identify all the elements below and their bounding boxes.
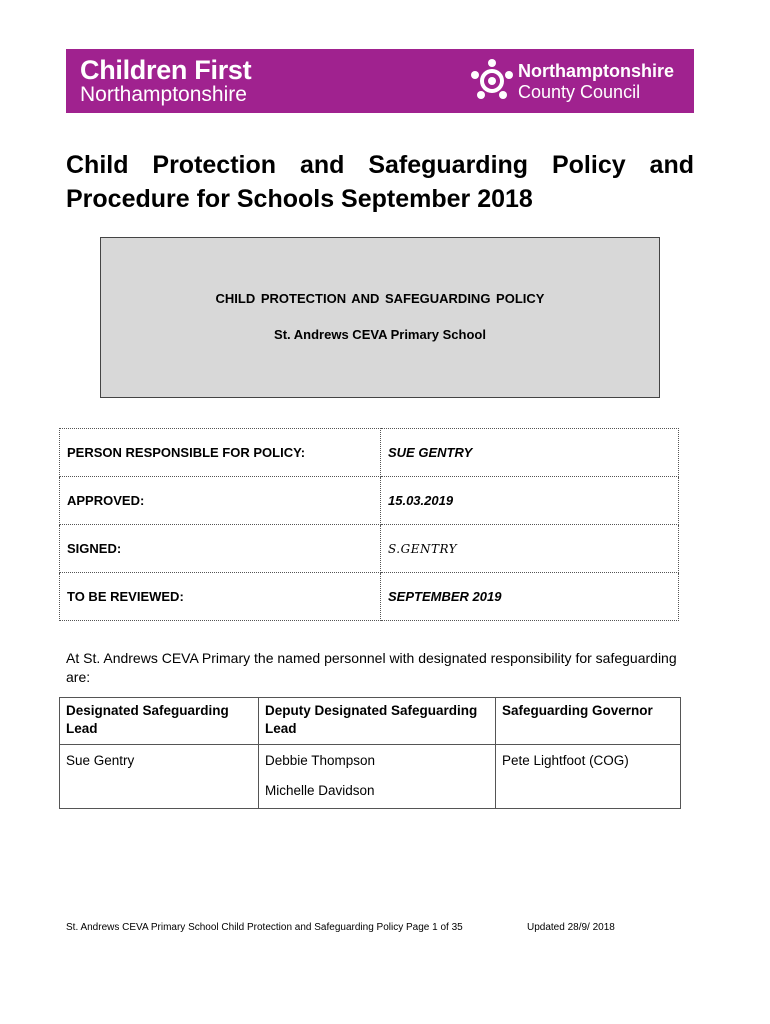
safeguarding-staff-table	[59, 697, 681, 809]
column-header: Deputy Designated Safeguarding Lead	[259, 698, 496, 745]
approved-label: APPROVED:	[60, 477, 381, 525]
responsible-value: SUE GENTRY	[381, 429, 679, 477]
header-banner	[66, 49, 694, 113]
deputy-cell	[259, 745, 496, 809]
table-row	[60, 429, 679, 477]
table-row	[60, 745, 681, 809]
brand-subtitle: Northamptonshire	[80, 83, 247, 106]
signature: S.GENTRY	[388, 542, 458, 556]
lead-name: Sue Gentry	[60, 745, 259, 809]
policy-box	[100, 237, 660, 398]
footer-document-info: St. Andrews CEVA Primary School Child Protection and Safeguarding Policy Page 1 of 35	[66, 922, 463, 933]
policy-info-table	[59, 428, 679, 621]
deputy-name: Debbie Thompson	[265, 753, 376, 768]
governor-name: Pete Lightfoot (COG)	[496, 745, 681, 809]
column-header: Safeguarding Governor	[496, 698, 681, 745]
document-title: Child Protection and Safeguarding Policy and Procedure for Schools September 2018	[66, 151, 694, 213]
policy-heading: CHILD PROTECTION AND SAFEGUARDING POLICY	[215, 291, 545, 306]
review-label: TO BE REVIEWED:	[60, 573, 381, 621]
intro-paragraph: At St. Andrews CEVA Primary the named personnel with designated responsibility for safeguarding are:	[66, 650, 677, 685]
council-subname: County Council	[518, 82, 641, 102]
approved-value: 15.03.2019	[381, 477, 679, 525]
table-row	[60, 573, 679, 621]
council-name: Northamptonshire	[518, 61, 675, 81]
school-name: St. Andrews CEVA Primary School	[274, 327, 486, 342]
brand-title: Children First	[80, 55, 252, 85]
rose-crest-icon	[468, 57, 516, 105]
signed-label: SIGNED:	[60, 525, 381, 573]
responsible-label: PERSON RESPONSIBLE FOR POLICY:	[60, 429, 381, 477]
column-header: Designated Safeguarding Lead	[60, 698, 259, 745]
table-header-row	[60, 698, 681, 745]
review-value: SEPTEMBER 2019	[381, 573, 679, 621]
table-row	[60, 477, 679, 525]
deputy-name: Michelle Davidson	[265, 783, 375, 798]
footer-updated-date: Updated 28/9/ 2018	[527, 922, 615, 933]
table-row	[60, 525, 679, 573]
